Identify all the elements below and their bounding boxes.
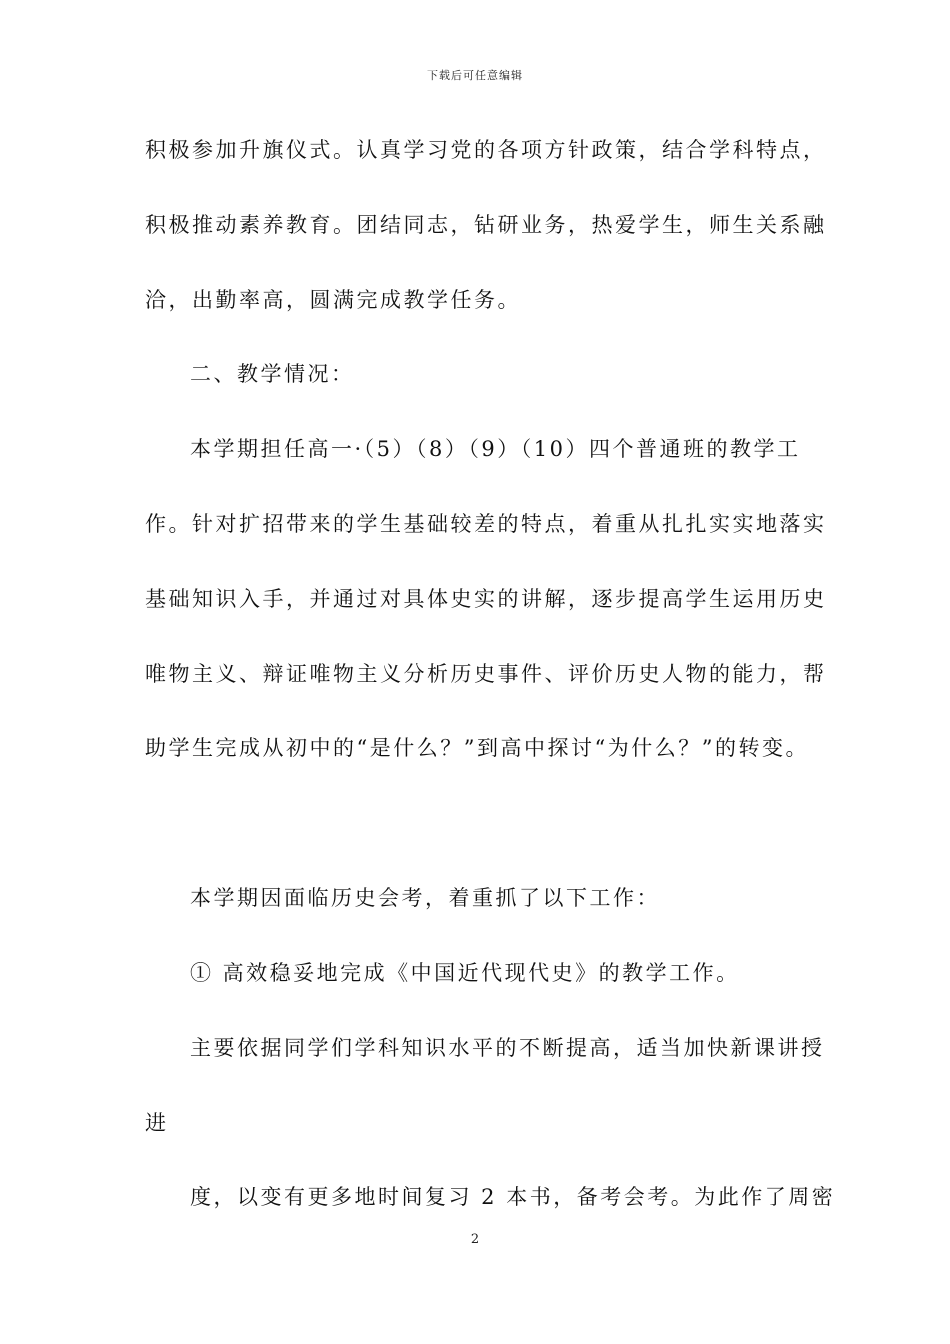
paragraph-line: 基础知识入手，并通过对具体史实的讲解，逐步提高学生运用历史 (145, 587, 827, 611)
page-number: 2 (470, 1232, 480, 1247)
paragraph-line: 作。针对扩招带来的学生基础较差的特点，着重从扎扎实实地落实 (145, 512, 827, 536)
paragraph-line: 度，以变有更多地时间复习 2 本书，备考会考。为此作了周密 (190, 1185, 836, 1209)
page-header: 下载后可任意编辑 (427, 69, 523, 82)
list-item: ① 高效稳妥地完成《中国近代现代史》的教学工作。 (190, 961, 740, 985)
paragraph-line: 唯物主义、辩证唯物主义分析历史事件、评价历史人物的能力，帮 (145, 662, 827, 686)
paragraph-line: 本学期因面临历史会考，着重抓了以下工作： (190, 886, 660, 910)
paragraph-line: 主要依据同学们学科知识水平的不断提高，适当加快新课讲授 (190, 1036, 825, 1060)
paragraph-line: 助学生完成从初中的“是什么？”到高中探讨“为什么？”的转变。 (145, 736, 809, 760)
section-heading: 二、教学情况： (190, 362, 355, 386)
paragraph-line: 积极参加升旗仪式。认真学习党的各项方针政策，结合学科特点， (145, 138, 827, 162)
paragraph-line: 进 (145, 1111, 169, 1135)
paragraph-line: 本学期担任高一·（5）（8）（9）（10）四个普通班的教学工 (190, 437, 801, 461)
paragraph-line: 积极推动素养教育。团结同志，钻研业务，热爱学生，师生关系融 (145, 213, 827, 237)
paragraph-line: 洽，出勤率高，圆满完成教学任务。 (145, 288, 521, 312)
